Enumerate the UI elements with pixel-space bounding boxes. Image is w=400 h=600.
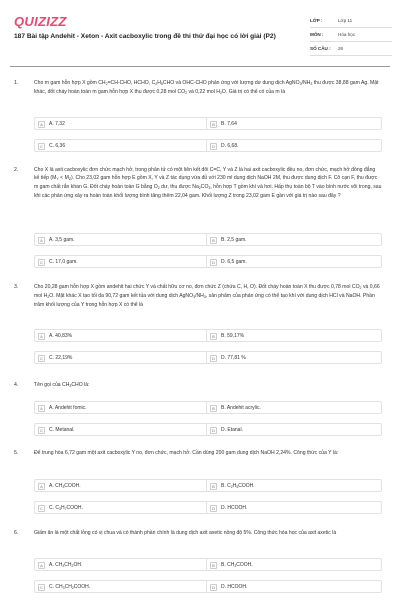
option-text: A. $CH_3CH_2OH$. [49, 561, 83, 568]
option-text: D. 77,81 % [221, 354, 246, 361]
question-text: Cho m gam hỗn hợp X gồm $CH_2=CH$-CHO, HCHO, $C_2H_5CHO$ và OHC-CHO phản ứng với lượng dư dung dịch $AgNO_3/NH_3$ thu được 38,88 gam Ag. Mặt khác, đốt cháy hoàn toàn m gam hỗn hợp X thu được 0,28 mol $CO_2$ và 0,22 mol $H_2O$. Giá trị có thể có của m là [34, 80, 379, 95]
option-text: C. $C_3H_7COOH$. [49, 504, 83, 511]
option-letter: D [210, 259, 217, 266]
option-text: C. 6,36 [49, 142, 66, 149]
option-text: D. 6,68. [221, 142, 239, 149]
option-text: B. 2,5 gam. [221, 236, 247, 243]
question-text: Cho 20,28 gam hỗn hợp X gồm andehit hai chức Y và chất hữu cơ no, đơn chức Z (chứa C, H, O). Đốt cháy hoàn toàn X thu được 0,78 mol $CO_2$ và 0,66 mol $H_2O$. Mặt khác X tạo tối đa 90,72 gam kết tủa với dung dịch $AgNO_3/NH_3$, sản phẩm của phản ứng có thể tạo khí với dung dịch HCl và NaOH. Phần trăm khối lượng của Y trong hỗn hợp X có thể là [34, 284, 380, 308]
option-text: B. Andehit acrylic. [221, 404, 261, 411]
option-b[interactable] [206, 479, 382, 492]
meta-value: Hóa học [338, 32, 356, 37]
option-c[interactable] [34, 501, 210, 514]
question-number: 2. [14, 167, 19, 173]
option-letter: B [210, 562, 217, 569]
meta-key: MÔN : [310, 32, 324, 37]
option-c[interactable] [34, 139, 210, 152]
option-a[interactable] [34, 329, 210, 342]
option-letter: C [38, 143, 45, 150]
option-letter: C [38, 584, 45, 591]
option-letter: D [210, 143, 217, 150]
option-c[interactable] [34, 423, 210, 436]
meta-row-class [310, 14, 392, 28]
option-text: C. 17,0 gam. [49, 258, 78, 265]
option-d[interactable] [206, 501, 382, 514]
question-2 [14, 167, 386, 277]
option-letter: A [38, 562, 45, 569]
question-5 [14, 450, 386, 520]
option-text: D. HCOOH. [221, 504, 248, 511]
document-title: 187 Bài tập Andehit - Xeton - Axit cacboxylic trong đề thi thử đại học có lời giải (P2) [14, 33, 276, 40]
question-number: 1. [14, 80, 19, 86]
meta-value: 26 [338, 46, 344, 51]
option-letter: C [38, 259, 45, 266]
option-text: B. 59,17% [221, 332, 245, 339]
option-d[interactable] [206, 580, 382, 593]
option-text: B. $C_2H_5COOH$. [221, 482, 255, 489]
option-d[interactable] [206, 351, 382, 364]
question-text: Để trung hòa 6,72 gam một axit cacboxylic Y no, đơn chức, mạch hở. Cần dùng 200 gam dung dịch NaOH 2,24%. Công thức của Y là: [34, 450, 339, 456]
option-letter: B [210, 237, 217, 244]
meta-value: Lớp 11 [338, 18, 353, 23]
option-letter: C [38, 505, 45, 512]
option-a[interactable] [34, 117, 210, 130]
option-letter: A [38, 121, 45, 128]
option-text: D. 6,5 gam. [221, 258, 247, 265]
option-b[interactable] [206, 558, 382, 571]
option-letter: C [38, 427, 45, 434]
option-letter: D [210, 355, 217, 362]
option-text: A. 3,5 gam. [49, 236, 75, 243]
option-a[interactable] [34, 558, 210, 571]
meta-table [310, 14, 392, 56]
option-letter: A [38, 237, 45, 244]
question-6 [14, 530, 386, 600]
option-b[interactable] [206, 401, 382, 414]
option-c[interactable] [34, 580, 210, 593]
option-letter: B [210, 483, 217, 490]
option-text: A. $CH_3COOH$. [49, 482, 81, 489]
option-text: C. Metanal. [49, 426, 75, 433]
option-text: D. Etanal. [221, 426, 243, 433]
meta-key: LỚP : [310, 18, 323, 23]
option-d[interactable] [206, 139, 382, 152]
question-1 [14, 80, 386, 160]
page-header [0, 0, 400, 65]
option-text: C. 22,19% [49, 354, 73, 361]
option-letter: D [210, 427, 217, 434]
option-b[interactable] [206, 233, 382, 246]
option-letter: A [38, 405, 45, 412]
meta-row-count [310, 42, 392, 56]
option-letter: D [210, 505, 217, 512]
question-number: 4. [14, 382, 19, 388]
question-text: Tên gọi của $CH_3CHO$ là: [34, 382, 90, 388]
meta-key: SỐ CÂU : [310, 46, 331, 51]
question-number: 3. [14, 284, 19, 290]
option-letter: B [210, 405, 217, 412]
option-a[interactable] [34, 401, 210, 414]
option-text: A. 7,32 [49, 120, 65, 127]
option-text: B. $CH_3COOH$. [221, 561, 253, 568]
option-letter: A [38, 333, 45, 340]
option-letter: A [38, 483, 45, 490]
option-a[interactable] [34, 479, 210, 492]
option-text: B. 7,64 [221, 120, 237, 127]
meta-row-subject [310, 28, 392, 42]
option-b[interactable] [206, 329, 382, 342]
question-4 [14, 382, 386, 442]
option-c[interactable] [34, 351, 210, 364]
option-b[interactable] [206, 117, 382, 130]
option-text: A. 40,83% [49, 332, 73, 339]
option-text: C. $CH_3CH_2COOH$. [49, 583, 91, 590]
option-text: D. HCOOH. [221, 583, 248, 590]
question-number: 5. [14, 450, 19, 456]
option-letter: B [210, 333, 217, 340]
option-letter: B [210, 121, 217, 128]
question-text: Cho X là axit cacboxylic đơn chức mạch hở, trong phân tử có một liên kết đôi C=C, Y và Z là hai axit cacboxylic đều no, đơn chức, mạch hở đồng đẳng kế tiếp $(M_Y < M_Z)$. Cho 23,02 gam hỗn hợp E gồm X, Y và Z tác dụng vừa đủ với 230 ml dung dịch NaOH 2M, thu được dung dịch F. Cô cạn F, thu được m gam chất rắn khan G. Đốt cháy hoàn toàn G bằng $O_2$ dư, thu được $Na_2CO_3$, hỗn hợp T gồm khí và hơi. Hấp thụ toàn bộ T vào bình nước vôi trong, sau khi các phản ứng xảy ra hoàn toàn khối lượng bình tăng thêm 22,04 gam. Khối lượng Z trong 23,02 gam E gần với giá trị nào sau đây ? [34, 167, 382, 199]
option-letter: C [38, 355, 45, 362]
option-d[interactable] [206, 255, 382, 268]
question-3 [14, 284, 386, 379]
option-letter: D [210, 584, 217, 591]
option-text: A. Andehit fomic. [49, 404, 87, 411]
option-d[interactable] [206, 423, 382, 436]
question-text: Giấm ăn là một chất lỏng có vị chua và có thành phần chính là dung dịch axit axetic nồng độ 5%. Công thức hóa học của axit axetic là [34, 530, 337, 536]
option-a[interactable] [34, 233, 210, 246]
question-number: 6. [14, 530, 19, 536]
header-divider [10, 66, 390, 67]
option-c[interactable] [34, 255, 210, 268]
quizizz-logo: QUIZIZZ [14, 14, 67, 29]
